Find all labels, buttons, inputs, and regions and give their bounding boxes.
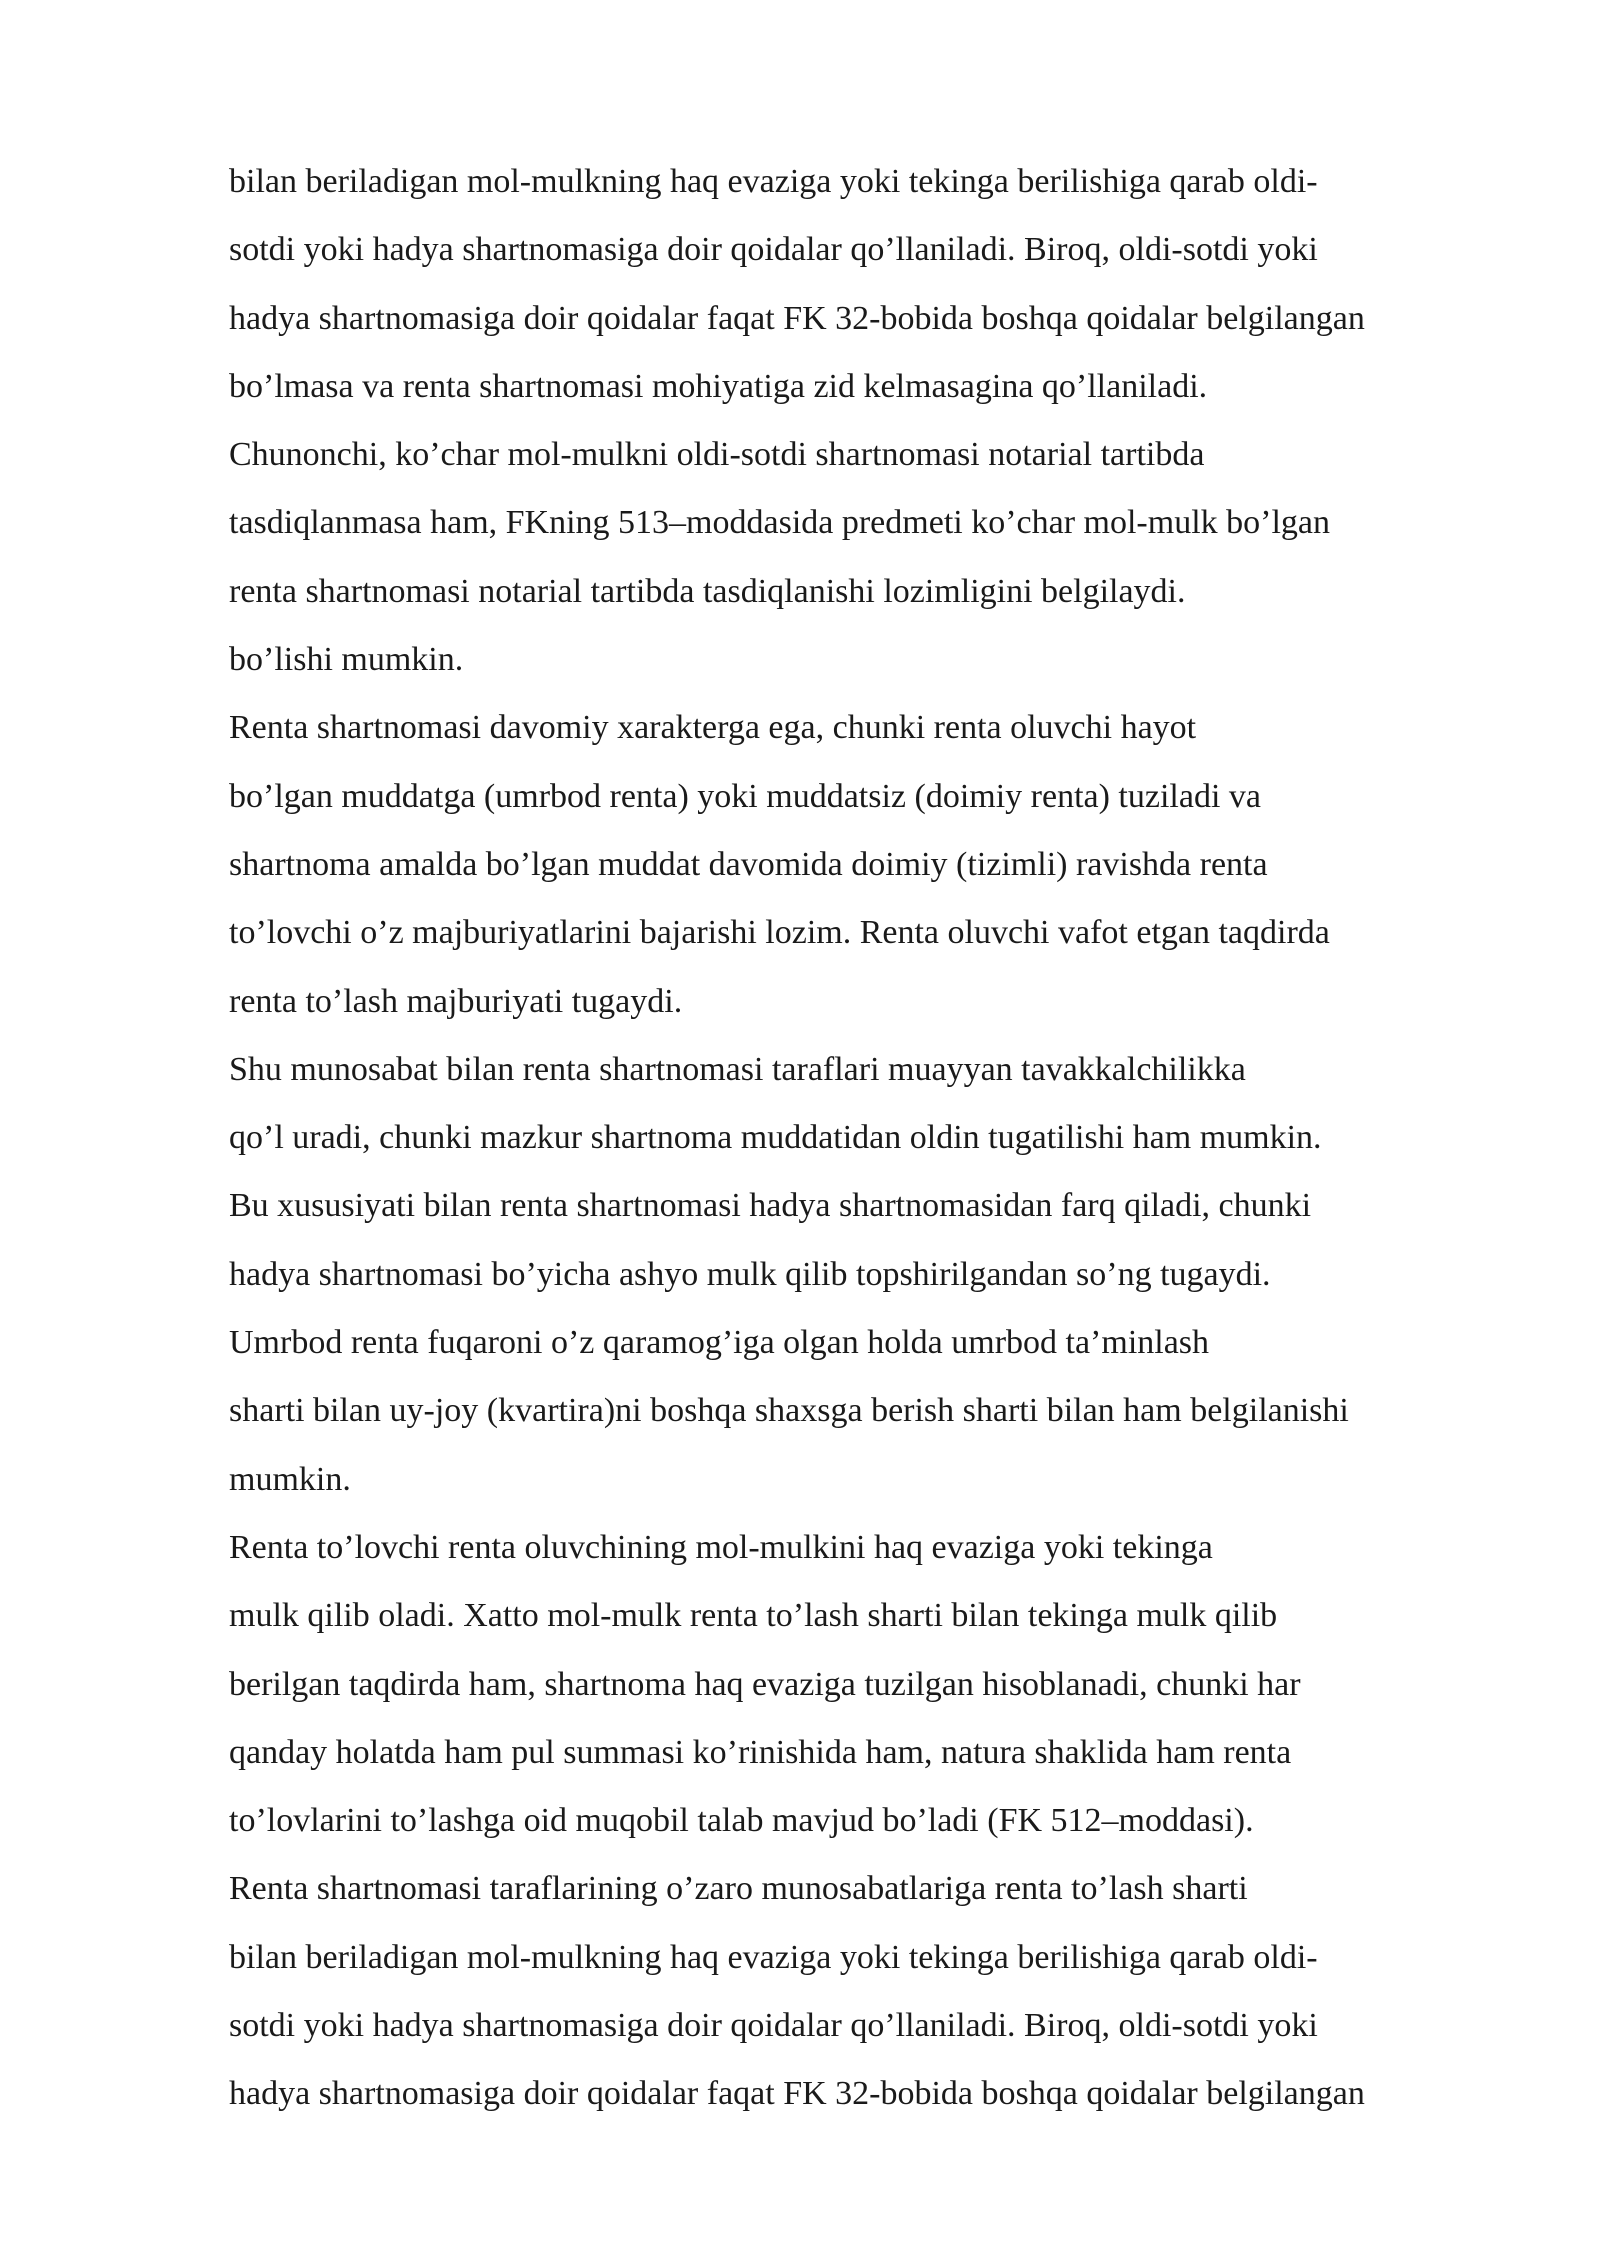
text-line: hadya shartnomasi bo’yicha ashyo mulk qilib topshirilgandan so’ng tugaydi. — [229, 1255, 1271, 1293]
text-line: Renta shartnomasi taraflarining o’zaro munosabatlariga renta to’lash sharti — [229, 1870, 1248, 1908]
text-line: Shu munosabat bilan renta shartnomasi taraflari muayyan tavakkalchilikka — [229, 1050, 1246, 1088]
text-line: mulk qilib oladi. Xatto mol-mulk renta to’lash sharti bilan tekinga mulk qilib — [229, 1597, 1278, 1635]
text-line: sotdi yoki hadya shartnomasiga doir qoidalar qo’llaniladi. Biroq, oldi-sotdi yoki — [229, 2007, 1318, 2045]
text-line: qo’l uradi, chunki mazkur shartnoma muddatidan oldin tugatilishi ham mumkin. — [229, 1119, 1322, 1157]
text-line: Bu xususiyati bilan renta shartnomasi hadya shartnomasidan farq qiladi, chunki — [229, 1187, 1312, 1225]
text-line: to’lovchi o’z majburiyatlarini bajarishi lozim. Renta oluvchi vafot etgan taqdirda — [229, 914, 1330, 952]
text-line: bilan beriladigan mol-mulkning haq evaziga yoki tekinga berilishiga qarab oldi- — [229, 163, 1318, 200]
text-line: hadya shartnomasiga doir qoidalar faqat FK 32-bobida boshqa qoidalar belgilangan — [229, 299, 1365, 337]
text-line: Umrbod renta fuqaroni o’z qaramog’iga olgan holda umrbod ta’minlash — [229, 1324, 1210, 1362]
text-line: renta to’lash majburiyati tugaydi. — [229, 982, 683, 1020]
text-line: Chunonchi, ko’char mol-mulkni oldi-sotdi shartnomasi notarial tartibda — [229, 436, 1205, 474]
text-line: mumkin. — [229, 1460, 351, 1498]
text-line: sharti bilan uy-joy (kvartira)ni boshqa shaxsga berish sharti bilan ham belgilanishi — [229, 1392, 1349, 1430]
text-line: shartnoma amalda bo’lgan muddat davomida doimiy (tizimli) ravishda renta — [229, 845, 1268, 883]
text-line: to’lovlarini to’lashga oid muqobil talab mavjud bo’ladi (FK 512–moddasi). — [229, 1802, 1254, 1840]
text-line: hadya shartnomasiga doir qoidalar faqat FK 32-bobida boshqa qoidalar belgilangan — [229, 2075, 1365, 2113]
text-line: bo’lishi mumkin. — [229, 641, 464, 679]
text-line: sotdi yoki hadya shartnomasiga doir qoidalar qo’llaniladi. Biroq, oldi-sotdi yoki — [229, 231, 1318, 269]
text-line: bo’lgan muddatga (umrbod renta) yoki muddatsiz (doimiy renta) tuziladi va — [229, 777, 1261, 815]
text-line: Renta shartnomasi davomiy xarakterga ega, chunki renta oluvchi hayot — [229, 709, 1197, 747]
text-line: bo’lmasa va renta shartnomasi mohiyatiga zid kelmasagina qo’llaniladi. — [229, 367, 1208, 405]
text-line: qanday holatda ham pul summasi ko’rinishida ham, natura shaklida ham renta — [229, 1733, 1292, 1771]
text-line: Renta to’lovchi renta oluvchining mol-mulkini haq evaziga yoki tekinga — [229, 1528, 1213, 1566]
text-line: renta shartnomasi notarial tartibda tasdiqlanishi lozimligini belgilaydi. — [229, 572, 1186, 610]
text-line: tasdiqlanmasa ham, FKning 513–moddasida predmeti ko’char mol-mulk bo’lgan — [229, 504, 1330, 542]
body-text — [229, 148, 1529, 2129]
text-line: bilan beriladigan mol-mulkning haq evaziga yoki tekinga berilishiga qarab oldi- — [229, 1938, 1318, 1976]
text-line: berilgan taqdirda ham, shartnoma haq evaziga tuzilgan hisoblanadi, chunki har — [229, 1665, 1301, 1703]
